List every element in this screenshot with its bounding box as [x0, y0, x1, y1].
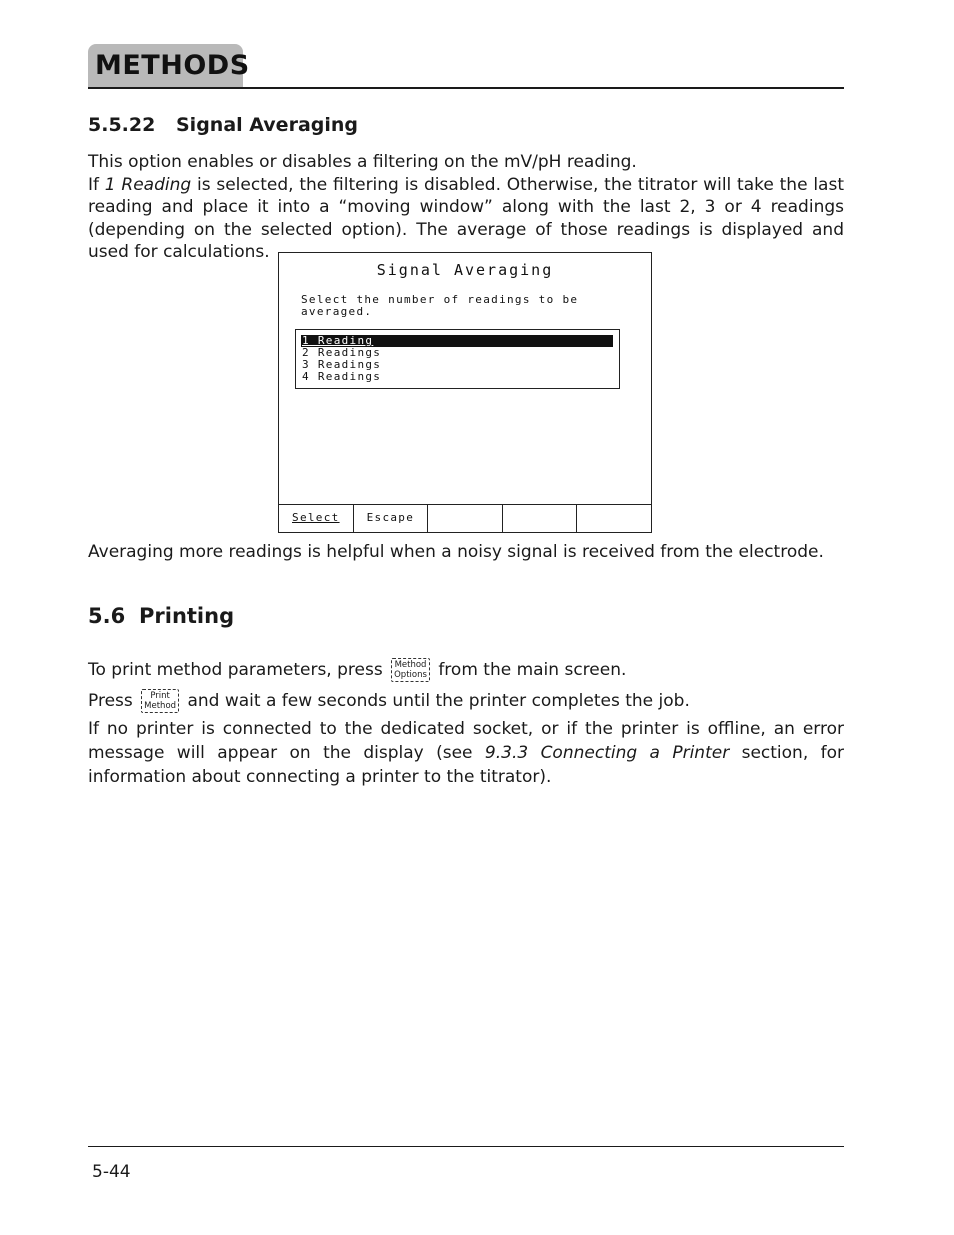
paragraph-print-line2 [88, 689, 844, 713]
print-line1-suffix: from the main screen. [438, 660, 627, 680]
heading-printing [88, 604, 234, 628]
intro-line: This option enables or disables a filtering on the mV/pH reading. [88, 152, 637, 172]
printer-error-suffix: section, for information about connecting a printer to the titrator). [88, 743, 844, 787]
softkey-4[interactable] [503, 505, 578, 532]
softkey-select[interactable] [279, 505, 354, 532]
key-label-top: Print [150, 691, 170, 701]
intro-detail-italic: 1 Reading [104, 174, 192, 195]
softkey-5[interactable] [577, 505, 651, 532]
lcd-prompt: Select the number of readings to be averaged. [301, 293, 579, 318]
key-label-top: Method [394, 660, 427, 670]
lcd-option-4[interactable]: 4 Readings [302, 370, 382, 383]
lcd-option-2[interactable]: 2 Readings [302, 346, 382, 359]
key-label-bottom: Options [394, 670, 427, 680]
softkey-escape[interactable] [354, 505, 429, 532]
printer-error-link: 9.3.3 Connecting a Printer [484, 743, 730, 763]
lcd-option-list [295, 329, 620, 389]
method-options-key[interactable] [391, 658, 430, 682]
header-rule [88, 87, 844, 89]
paragraph-intro [88, 151, 844, 264]
paragraph-print-line1 [88, 658, 844, 682]
paragraph-printer-error [88, 717, 844, 789]
softkey-select-label: Select [292, 511, 340, 524]
intro-detail-rest: is selected, the filtering is disabled. Otherwise, the titrator will take the last reading and place it into a “moving window” along with the last 2, 3 or 4 readings (depending on the selected option). The average of those readings is displayed and used for calculations. [88, 174, 844, 262]
print-line2-prefix: Press [88, 691, 133, 711]
softkey-escape-label: Escape [366, 511, 415, 524]
heading-number: 5.6 [88, 604, 126, 628]
print-line2-suffix: and wait a few seconds until the printer completes the job. [187, 691, 690, 711]
paragraph-averaging-note: Averaging more readings is helpful when a noisy signal is received from the electrode. [88, 542, 824, 562]
lcd-softkey-bar [279, 504, 651, 532]
section-tab-label: METHODS [95, 50, 250, 81]
lcd-option-1[interactable]: 1 Reading [301, 335, 613, 347]
key-label-bottom: Method [144, 701, 177, 711]
page-number: 5-44 [92, 1162, 131, 1182]
heading-signal-averaging [88, 114, 358, 136]
heading-title: Printing [139, 604, 235, 628]
heading-title: Signal Averaging [176, 114, 359, 136]
lcd-title: Signal Averaging [376, 261, 554, 279]
intro-detail-prefix: If [88, 174, 105, 195]
print-method-key[interactable] [141, 689, 179, 713]
section-tab [88, 44, 250, 88]
lcd-option-3[interactable]: 3 Readings [302, 358, 382, 371]
lcd-screen [278, 252, 652, 533]
printer-error-prefix: If no printer is connected to the dedicated socket, or if the printer is offline, an error message will appear on the display (see [88, 719, 844, 763]
heading-number: 5.5.22 [88, 114, 156, 136]
print-line1-prefix: To print method parameters, press [88, 660, 383, 680]
intro-detail [88, 174, 844, 264]
softkey-3[interactable] [428, 505, 503, 532]
footer-rule [88, 1146, 844, 1147]
